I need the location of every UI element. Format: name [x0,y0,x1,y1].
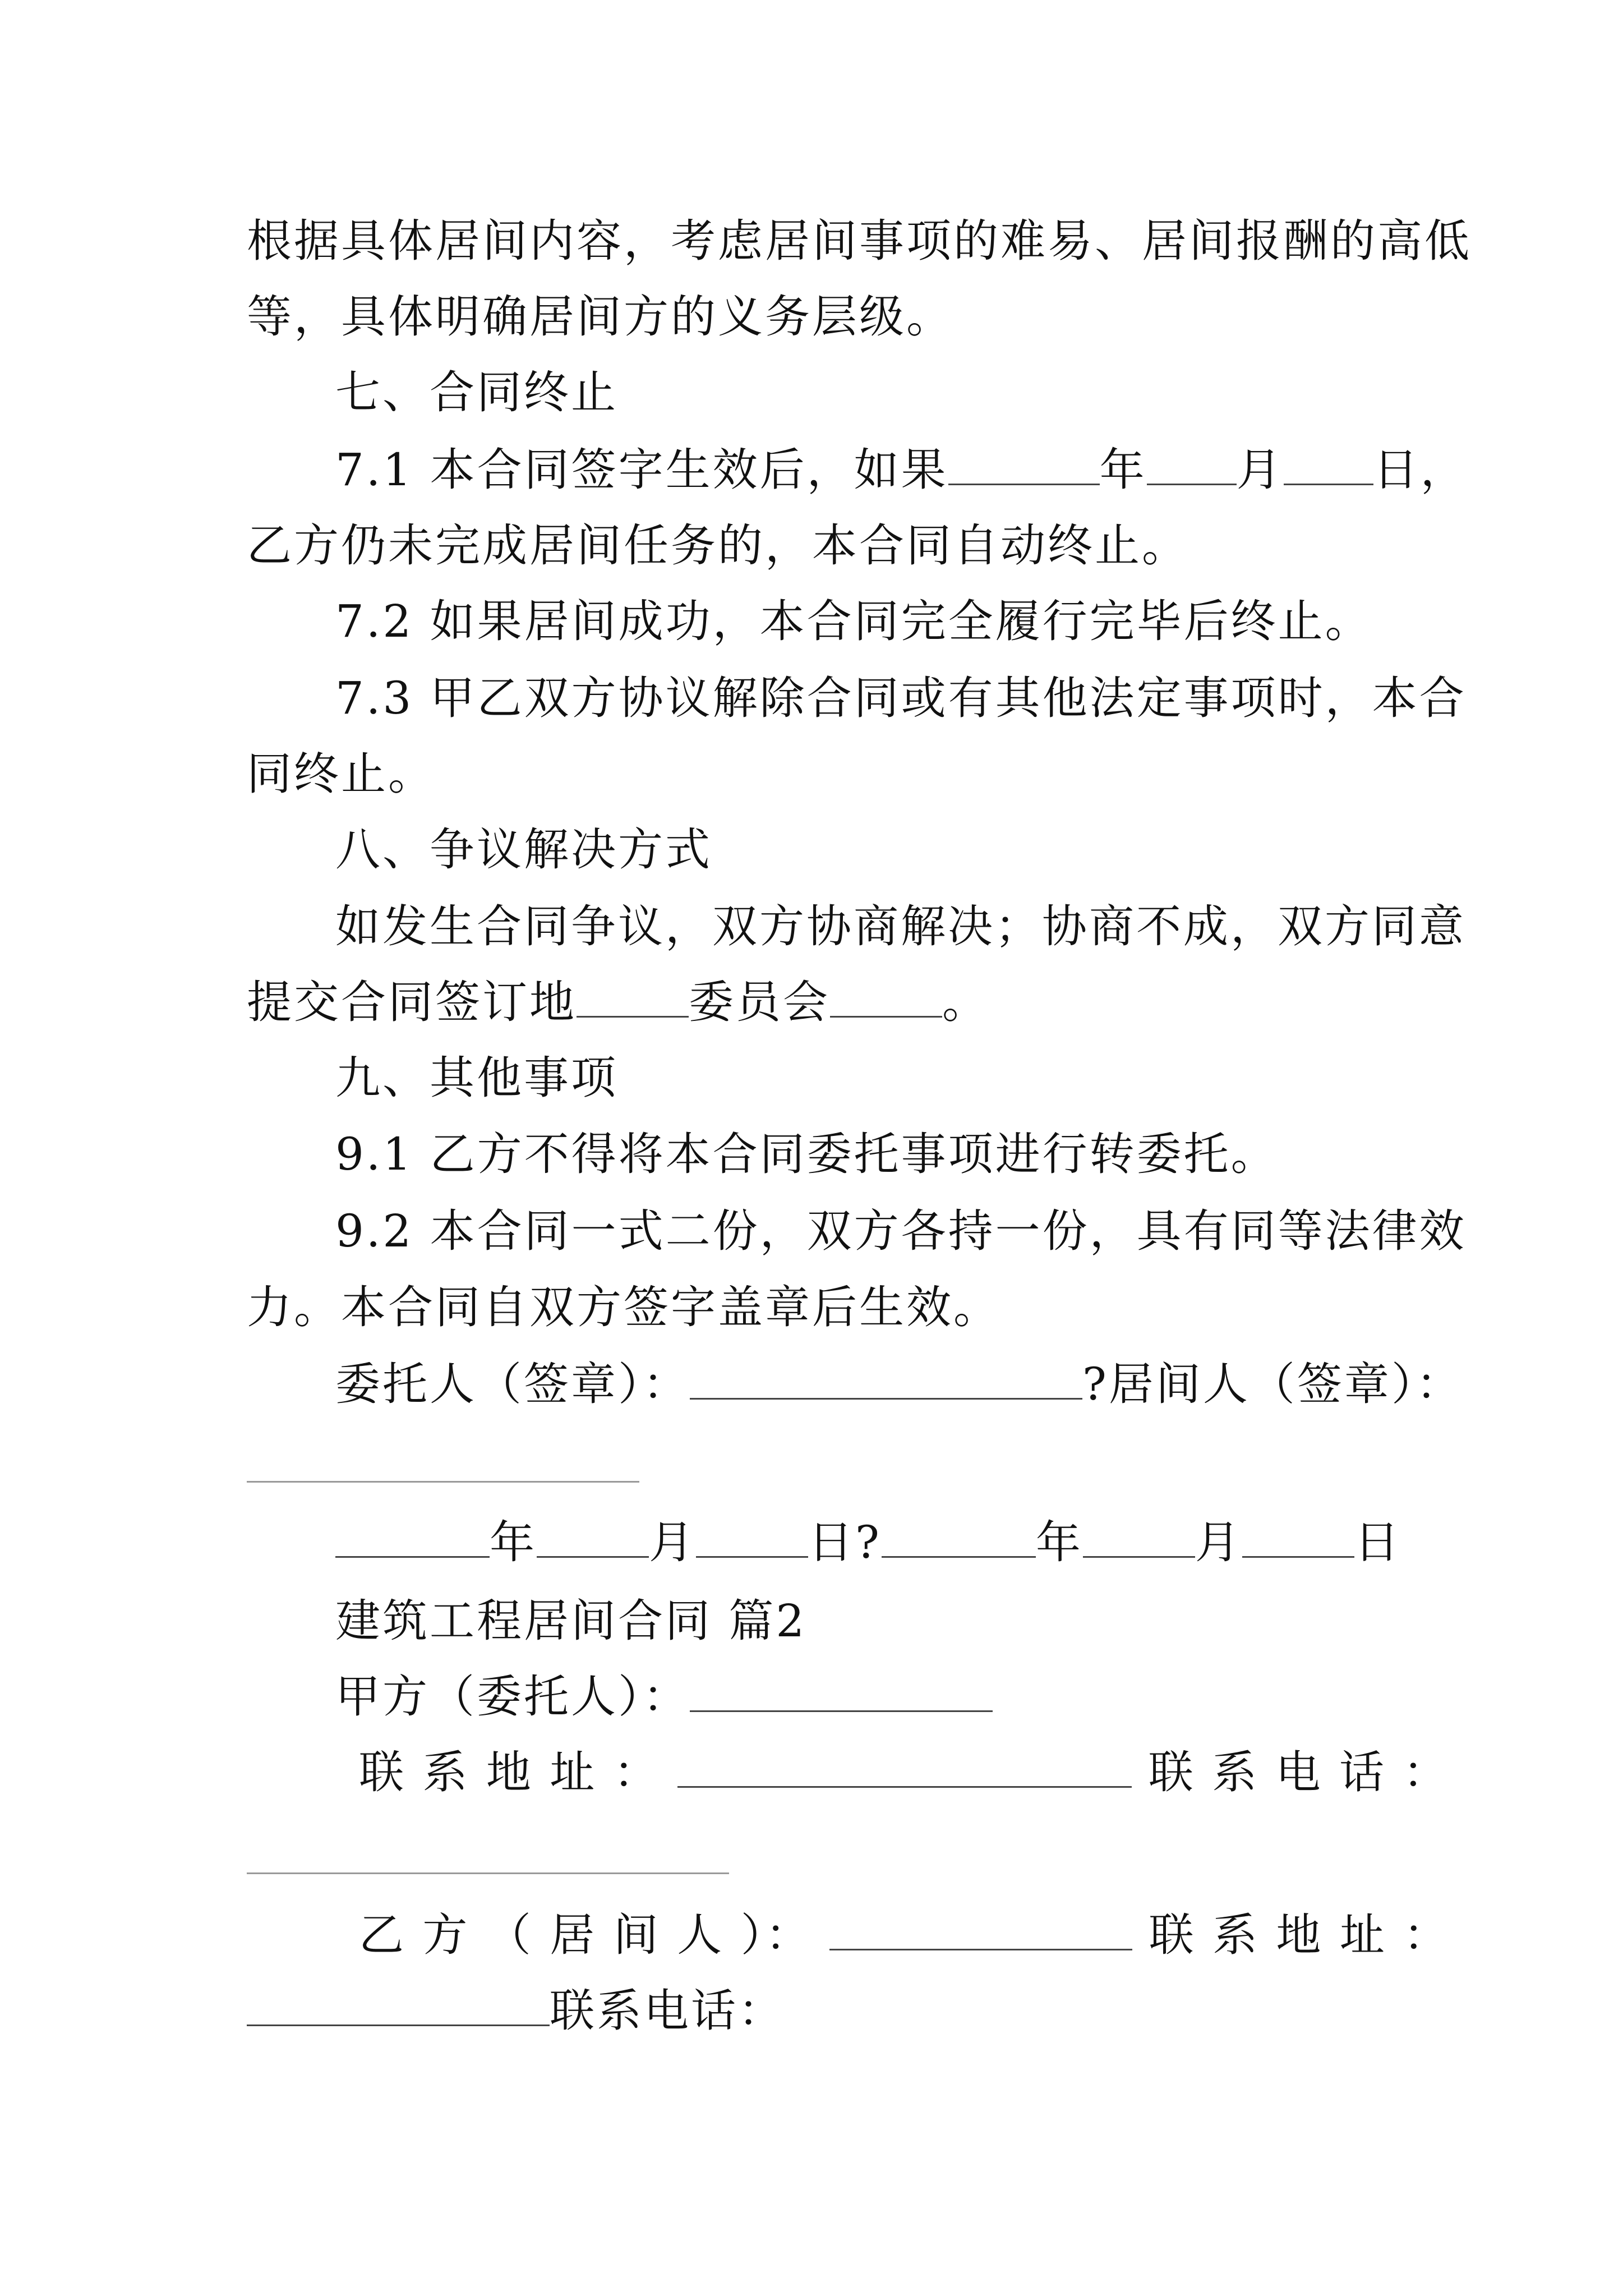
phone-label: 联 系 电 话 ： [1148,1746,1450,1798]
text: 7.1 本合同签字生效后，如果 [335,444,948,496]
address-label: 联 系 地 址 ： [359,1746,661,1798]
blank-field [1147,448,1237,485]
text: 提交合同签订地 [247,976,577,1028]
blank-field [1083,1520,1195,1558]
clause-7-3-line-2 [247,743,1391,805]
blank-field [830,980,942,1018]
clause-9-2-line-1 [335,1200,1479,1262]
party-a-line [335,1666,1479,1728]
text: 年 [490,1516,537,1568]
text: 如发生合同争议，双方协商解决；协商不成，双方同意 [335,900,1466,953]
party-b-contact-line [247,1980,1391,2042]
paragraph-line [247,210,1472,272]
section-9-heading [335,1047,1479,1109]
text: 同终止。 [247,748,435,800]
text: 根据具体居间内容，考虑居间事项的难易、居间报酬的高低 [247,215,1472,267]
address-label: 联 系 地 址 ： [1149,1909,1451,1961]
heading-text: 九、其他事项 [335,1052,618,1104]
party-b-line [359,1904,1451,1966]
section-7-heading [335,362,1479,424]
party-a-label: 甲方（委托人）： [335,1671,690,1723]
clause-7-2 [335,591,1479,652]
clause-9-2-line-2 [247,1277,1391,1338]
section-8-heading [335,819,1479,881]
heading-text: 七、合同终止 [335,366,618,418]
broker-signature-field [247,1481,639,1483]
text: 月 [649,1516,696,1568]
client-signature-label: 委托人（签章）： [335,1358,690,1410]
phone-field [247,1872,729,1874]
broker-signature-label: ?居间人（签章）： [1082,1358,1463,1410]
clause-7-3-line-1 [335,668,1479,729]
text: 日， [1373,444,1468,496]
text: 日? [808,1516,882,1568]
address-field [247,1989,550,2026]
client-signature-field [690,1362,1082,1400]
heading-text: 建筑工程居间合同 篇2 [335,1595,807,1647]
blank-field [882,1520,1036,1558]
blank-field [948,448,1100,485]
text: 乙方仍未完成居间任务的，本合同自动终止。 [247,519,1189,572]
party-b-field [829,1913,1132,1950]
text: 年 [1035,1516,1083,1568]
clause-9-1 [335,1124,1479,1185]
clause-7-1-line-2 [247,515,1391,577]
signature-date-line [335,1512,1479,1573]
text: 日 [1354,1516,1401,1568]
blank-field [696,1520,808,1558]
part-2-title [335,1590,1479,1652]
text: 7.3 甲乙双方协议解除合同或有其他法定事项时，本合 [335,672,1467,724]
address-field [677,1750,1132,1788]
text: 9.1 乙方不得将本合同委托事项进行转委托。 [335,1128,1278,1180]
text: 年 [1099,444,1147,496]
party-a-contact-line [359,1742,1450,1803]
signature-line [335,1354,1479,1415]
party-a-field [690,1674,993,1712]
text: 力。本合同自双方签字盖章后生效。 [247,1281,1000,1333]
text: 7.2 如果居间成功，本合同完全履行完毕后终止。 [335,595,1372,647]
clause-8-line-2 [247,972,1391,1033]
blank-field [1284,448,1373,485]
text: 。 [942,976,989,1028]
text: 月 [1195,1516,1242,1568]
text: 等，具体明确居间方的义务层级。 [247,291,953,343]
text: 委员会 [689,976,830,1028]
phone-label: 联系电话： [550,1985,785,2037]
clause-7-1-line-1 [335,439,1479,501]
text: 9.2 本合同一式二份，双方各持一份，具有同等法律效 [335,1205,1467,1257]
blank-field [335,1520,490,1558]
blank-field [537,1520,649,1558]
text: 月 [1236,444,1284,496]
blank-field [1242,1520,1354,1558]
paragraph-line [247,286,1391,348]
party-b-label: 乙 方 （ 居 间 人 ）： [359,1909,813,1961]
clause-8-line-1 [335,896,1479,958]
heading-text: 八、争议解决方式 [335,823,712,876]
blank-field [577,980,689,1018]
